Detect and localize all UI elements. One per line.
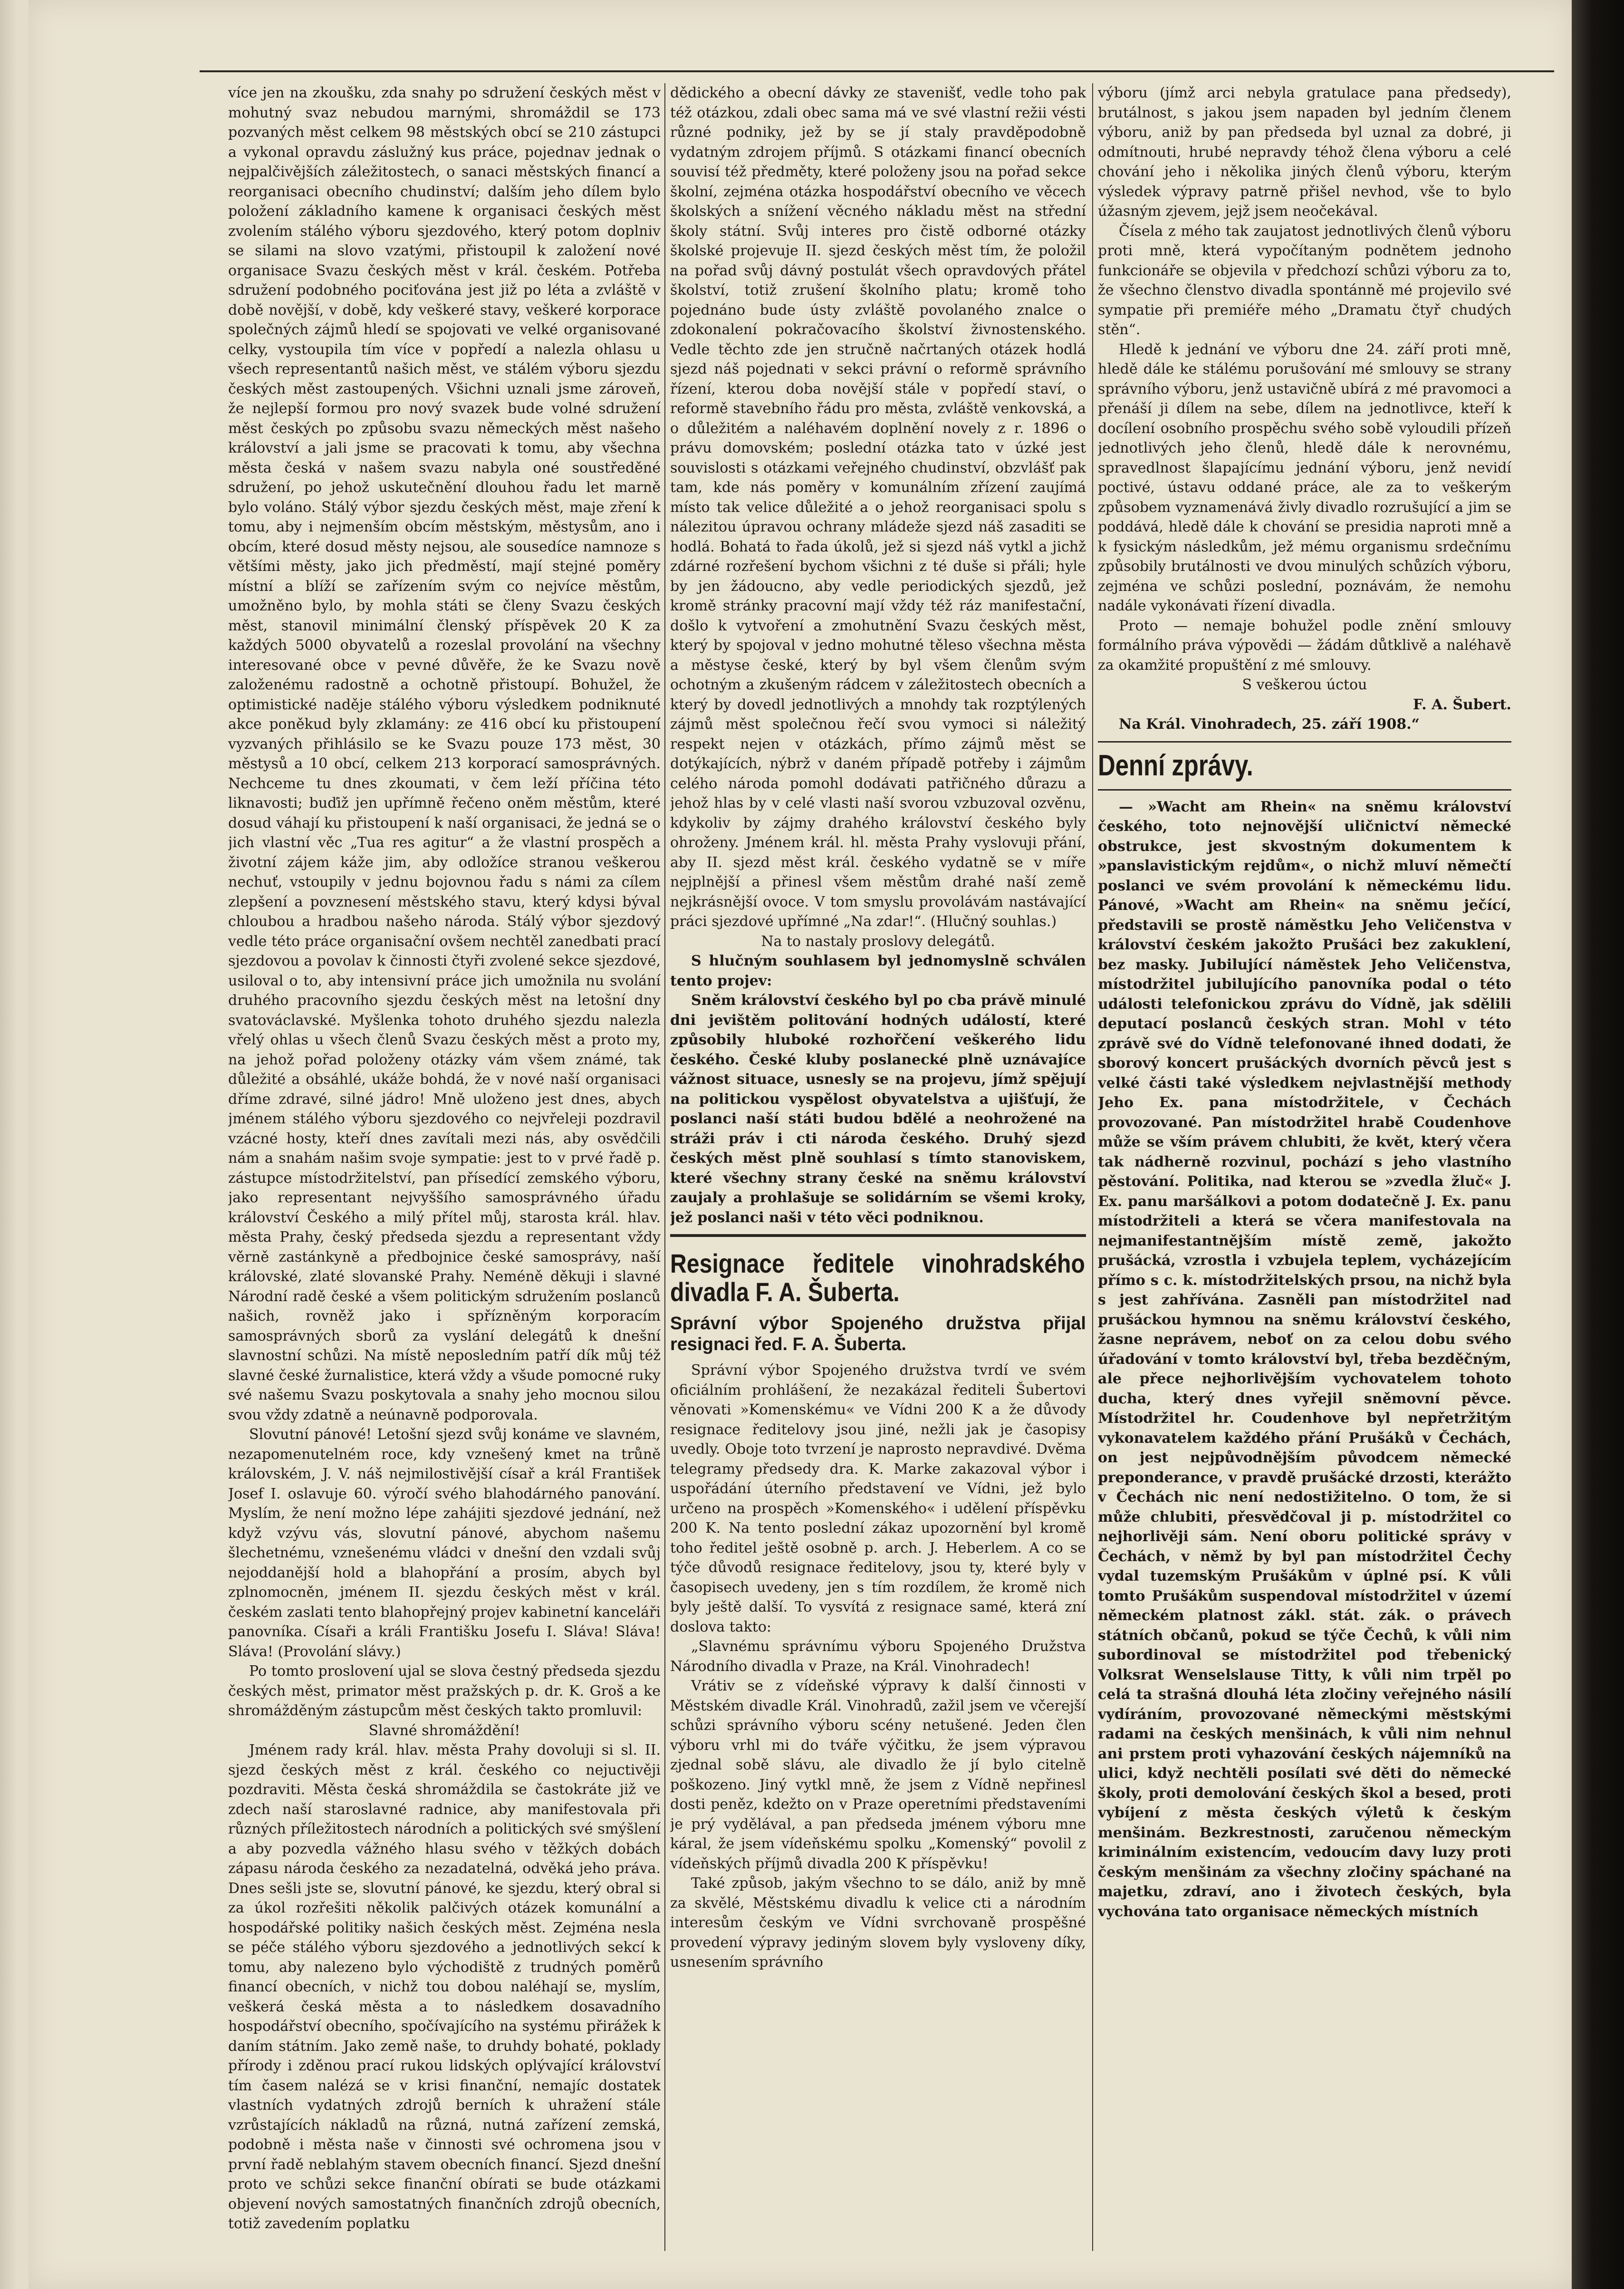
letter-paragraph: Proto — nemaje bohužel podle znění smlouvy formálního práva výpovědi — žádám důtklivě a naléhavě za okamžité propuštění z mé smlouvy.	[1098, 617, 1511, 674]
article-paragraph: dědického a obecní dávky ze stavenišť, vedle toho pak též otázkou, zdali obec sama má ve své vlastní režii vésti různé podniky, jež by se jí staly pravděpodobně vydatným zdrojem příjmů. S otázkami financí obecních souvisí též předměty, které položeny jsou na pořad sekce školní, zejména otázka hospodářství obecního ve věcech školských a snížení věcného nákladu měst na střední školy státní. Svůj interes pro čistě odborné otázky školské projevuje II. sjezd českých měst tím, že položil na pořad svůj dávný postulát všech opravdových přátel školství, totiž zrušení školního platu; kromě toho pojednáno bude ústy zvláště povolaného znalce o zdokonalení pokračovacího školství živnostenského. Vedle těchto zde jen stručně načrtaných otázek hodlá sjezd náš pojednati v sekci právní o reformě správního řízení, kterou doba novější stále v popředí staví, o reformě stavebního řádu pro města, zvláště venkovská, a o důležitém a naléhavém doplnění novely z r. 1896 o právu domovském; poslední otázka tato v úzké jest souvislosti s otázkami veřejného chudinství, obzvlášť pak tam, kde nás poměry v komunálním zřízení zaujímá místo tak velice důležité a o jehož reorganisaci spolu s nálezitou úpravou ochrany mládeže sjezd náš zasaditi se hodlá. Bohatá to řada úkolů, jež si sjezd náš vytkl a jichž zdárné rozřešení bychom všichni z té duše si přáli; hyle by jen žádoucno, aby vedle periodických sjezdů, jež kromě stránky pracovní mají vždy též ráz manifestační, došlo k vytvoření a zmohutnění Svazu českých měst, který by spojoval v jedno mohutné těleso všechna města a městyse české, který by byl všem členům svým ochotným a zkušeným rádcem v záležitostech obecních a který by dovedl jednotlivých a mnohdy tak rozptýlených zájmů měst společnou řečí svou vymoci si náležitý respekt nejen v otázkách, přímo zájmů měst se dotýkajících, nýbrž v daném případě potřeby i zájmům celého národa pomohl dodávati patřičného důrazu a jehož hlas by v celé vlasti naší svorou vzbuzoval ozvěnu, kdykoliv by zájmy drahého království českého byly ohroženy. Jménem král. hl. města Prahy vyslovuji přání, aby II. sjezd měst král. českého vydatně se v míře nejplnější a přinesl všem městům drahé naší země nejkrásnější ovoce. V tom smyslu provolávám nastávající práci sjezdové upřímné „Na zdar!“. (Hlučný souhlas.)	[670, 85, 1086, 930]
article-paragraph: více jen na zkoušku, zda snahy po sdružení českých měst v mohutný svaz nebudou marnými, shromáždil se 173 pozvaných měst celkem 98 městských obcí se 210 zástupci a vykonal opravdu záslužný kus práce, pojednav jednak o nejpalčivějších záležitostech, o sanaci městských financí a reorganisaci obecního chudinství; dalším jeho dílem bylo položení základního kamene k organisaci českých měst zvolením stálého výboru sjezdového, který potom doplniv se silami na slovo vzatými, přistoupil k založení nové organisace Svazu českých měst v král. českém. Potřeba sdružení podobného pociťována jest již po léta a zvláště v době novější, v době, kdy veškeré stavy, veškeré korporace společných zájmů hledí se spojovati ve velké organisované celky, vystoupila tím více v popředí a nalezla ohlasu u všech representantů našich měst, ve stálém výboru sjezdu českých měst zastoupených. Všichni uznali jsme zároveň, že nejlepší formou pro nový svazek bude volné sdružení měst českých po způsobu svazu německých měst našeho království a jali jsme se pracovati k tomu, aby všechna města česká v našem svazu nabyla oné soustředěné sdružení, po jehož uskutečnění dlouhou řadu let marně bylo voláno. Stálý výbor sjezdu českých měst, maje zření k tomu, aby i nejmenším obcím městským, městysům, ano i obcím, které dosud městy nejsou, ale sousedíce namnoze s většími městy, jako jich předměstí, mají stejné poměry místní a blíží se zařízením svým co nejvíce městům, umožněno bylo, by mohla státi se členy Svazu českých měst, stanovil minimální členský příspěvek 20 K za každých 5000 obyvatelů a rozeslal provolání na všechny interesované obce v pevné důvěře, že ke Svazu nově založenému radostně a ochotně přistoupí. Bohužel, že optimistické naděje stálého výboru výsledkem podniknuté akce poněkud byly zklamány: ze 416 obcí ku přistoupení vyzvaných přihlásilo se ke Svazu pouze 173 měst, 30 městysů a 10 obcí, celkem 213 korporací samosprávných. Nechceme tu dnes zkoumati, v čem leží příčina této liknavosti; buďiž jen upřímně řečeno oněm městům, které dosud váhají ku přistoupení k naší organisaci, že jedná se o jich vlastní věc „Tua res agitur“ a že vlastní prospěch a životní zájem káže jim, aby odložíce stranou veškerou nechuť, vstoupily v jednu bojovnou řadu s námi za cílem zlepšení a povznesení městského stavu, který kdysi býval chloubou a hradbou našeho národa. Stálý výbor sjezdový vedle této práce organisační ovšem nechtěl zanedbati prací sjezdovou a povolav k činnosti čtyři zvolené sekce sjezdové, usiloval o to, aby intensivní práce jich umožnila nu svolání druhého pracovního sjezdu českých měst na letošní dny svatováclavské. Myšlenka tohoto druhého sjezdu nalezla vřelý ohlas u všech členů Svazu českých měst a proto my, na jehož pořad položeny otázky vám všem známé, tak důležité a obsáhlé, ukáže bohdá, že v nové naší organisaci dříme zdravé, silné jádro! Mně uloženo jest dnes, abych jménem stálého výboru sjezdového co nejvřeleji pozdravil vzácné hosty, kteří dnes zavítali mezi nás, aby osvědčili nám a snahám našim svoje sympatie: jest to v prvé řadě p. zástupce místodržitelství, pan přísedící zemského výboru, jako representant nejvyššího samosprávného úřadu království Českého a milý přítel můj, starosta král. hlav. města Prahy, český předseda sjezdu a representant vždy věrně zastánkyně a předbojnice české samosprávy, naší královské, zlaté slovanské Prahy. Neméně děkuji i slavné Národní radě české a všem politickým sdružením poslanců našich, rovněž jako i spřízněným korporacím samosprávných sborů za vyslání delegátů k dnešní slavnostní schůzi. Na místě neposledním patří dík můj též slavné české žurnalistice, která vždy a všude pomocné ruky své našemu Svazu poskytovala a snahy jeho mocnou silou svou vždy zdatně a neúnavně podporovala.	[228, 85, 661, 1423]
article-paragraph: Jménem rady král. hlav. města Prahy dovoluji si sl. II. sjezd českých měst z král. českého co nejuctivěji pozdraviti. Města česká shromáždila se častokráte již ve zdech naší staroslavné radnice, aby manifestovala při různých příležitostech národních a politických své smýšlení a aby pozvedla vážného hlasu svého v těžkých dobách zápasu národa českého za nezadatelná, odvěká jeho práva. Dnes sešli jste se, slovutní pánové, ke sjezdu, který obral si za úkol rozřešiti několik palčivých otázek komunální a hospodářské politiky našich českých měst. Zejména nesla se péče stálého výboru sjezdového a jednotlivých sekcí k tomu, aby nalezeno bylo východiště z trudných poměrů financí obecních, v nichž tou dobou naléhají se, myslím, veškerá česká města a to následkem dosavadního hospodářství obecního, spočívajícího na systému přirážek k daním státním. Jako země naše, to druhdy bohaté, poklady přírody i zděnou prací rukou lidských oplývající království tím časem nalézá se v krisi finanční, nemajíc dostatek vlastních vydatných zdrojů berních k uhražení stále vzrůstajících nákladů na různá, nutná zařízení zemská, podobně i města naše v činnosti své ochromena jsou v první řadě neblahým stavem obecních financí. Sjezd dnešní proto ve schůzi sekce finanční obírati se bude otázkami objevení nových samostatných finančních zdrojů obecních, totiž zavedením poplatku	[228, 1742, 661, 2232]
news-item: — »Wacht am Rhein« na sněmu království českého, toto nejnovější uličnictví německé obstrukce, jest skvostným dokumentem k »panslavistickým rejdům«, o nichž mluví němečtí poslanci ve svém provolání k německému lidu. Pánové, »Wacht am Rhein« na sněmu ječící, představili se prostě náměstku Jeho Veličenstva v království českém jakožto Prušáci bez zakuklení, bez masky. Jubilující náměstek Jeho Veličenstva, místodržitel jubilujícího panovníka podal o této události telefonickou zprávu do Vídně, jak sdělili deputací poslanců českých stran. Mohl v této zprávě své do Vídně telefonované ihned dodati, že sborový koncert prušáckých dvorních pěvců jest s velké části také výsledkem nejvlastnější methody Jeho Ex. pana místodržitele, v Čechách provozované. Pan místodržitel hrabě Coudenhove může se vším právem chlubiti, že květ, který včera tak nádherně rozvinul, pochází s jeho vlastního pěstování. Politika, nad kterou se »zvedla žluč« J. Ex. panu maršálkovi a potom dodatečně J. Ex. panu místodržiteli a která se včera manifestovala na nejmanifestantnějším místě země, jakožto prušácká, vzrostla i vzbujela teplem, vycházejícím přímo s c. k. místodržitelských prsou, na nichž byla s jest zahřívána. Zasněli pan místodržitel nad prušáckou hymnou na sněmu království českého, žasne neprávem, neboť on za celou dobu svého úřadování v tomto království byl, třeba bezděčným, ale přece nejhorlivějším vychovatelem tohoto ducha, který dnes vyřejil sněmovní pěvce. Místodržitel hr. Coudenhove byl nepřetržitým vykonavatelem každého přání Prušáků v Čechách, on jest nejpůvodnějším původcem německé preponderance, v pravdě prušácké drzosti, kterážto v Čechách nic není nedostižitelno. O tom, že si může chlubiti, přesvědčoval ji p. místodržitel co nejhorlivěji sám. Není oboru politické správy v Čechách, v němž by byl pan místodržitel Čechy vydal tuzemským Prušákům v úplné psí. K vůli tomto Prušákům suspendoval místodržitel v území německém platnost zákl. stát. zák. o právech státních občanů, pokud se týče Čechů, k vůli nim subordinoval se místodržitel pod třebenický Volksrat Wenselslause Titty, k vůli nim trpěl po celá ta strašná dlouhá léta zločiny veřejného násilí vydíráním, provozované německými městskými radami na českých menšinách, k vůli nim nehnul ani prstem proti vyhazování českých nájemníků na ulici, když nechtěli posílati své děti do německé školy, proti demolování českých škol a besed, proti vybíjení z města českých výletů k českým menšinám. Bezkrestnosti, zaručenou německým kriminálním existencím, vedoucím davy luzy proti českým menšinám za všechny zločiny spáchané na majetku, zdraví, ano i životech českých, byla vychována tato organisace německých místních	[1098, 798, 1511, 1920]
letter-dateline: Na Král. Vinohradech, 25. září 1908.“	[1119, 716, 1420, 733]
top-rule	[200, 70, 1554, 72]
article-headline: Resignace ředitele vinohradského divadla F. A. Šuberta.	[670, 1248, 1085, 1307]
section-heading-daily-news: Denní zprávy.	[1098, 749, 1253, 782]
section-rule	[1098, 741, 1511, 743]
letter-address: „Slavnému správnímu výboru Spojeného Družstva Národního divadla v Praze, na Král. Vinohradech!	[670, 1638, 1086, 1675]
letter-paragraph: Vrátiv se z vídeňské výpravy k další činnosti v Městském divadle Král. Vinohradů, zažil jsem ve včerejší schůzi správního výboru scény netušené. Jeden člen výboru vrhl mi do tváře výčitku, že jsem výpravou zjednal sobě slávu, ale divadlo že jí bylo citelně poškozeno. Jiný vytkl mně, že jsem z Vídně nepřinesl dosti peněz, kdežto on v Praze operetními představeními je prý vydělával, a pan předseda jménem výboru mne káral, že jsem vídeňskému spolku „Komenský“ povolil z vídeňských příjmů divadla 200 K příspěvku!	[670, 1678, 1086, 1872]
article-paragraph: Na to nastaly proslovy delegátů.	[761, 933, 995, 950]
resolution-text: Sněm království českého byl po cba právě minulé dni jevištěm politování hodných událostí, které způsobily hluboké rozhořčení veškerého lidu českého. České kluby poslanecké plně uznávajíce vážnost situace, usnesly se na projevu, jímž spějují na politickou vyspělost obyvatelstva a ujišťují, že poslanci naší státi budou bdělé a neohrožené na stráži práv i cti národa českého. Druhý sjezd českých měst plně souhlasí s tímto stanoviskem, které všechny strany české na sněmu království zaujaly a prohlašuje se solidárním se všemi kroky, jež poslanci naši v této věci podniknou.	[670, 992, 1086, 1226]
article-subhead: Správní výbor Spojeného družstva přijal resignaci řed. F. A. Šuberta.	[670, 1314, 1086, 1354]
scan-binding-edge	[1572, 0, 1624, 2289]
scan-margin-left	[0, 0, 17, 2289]
letter-paragraph: Čísela z mého tak zaujatost jednotlivých členů výboru proti mně, která vypočítaným podnětem jednoho funkcionáře se objevila v předchozí schůzi výboru za to, že všechno členstvo divadla spontánně mé projevilo své sympatie při premiéře mého „Dramatu čtyř chudých stěn“.	[1098, 222, 1511, 338]
article-paragraph: Správní výbor Spojeného družstva tvrdí ve svém oficiálním prohlášení, že nezakázal řediteli Šubertovi věnovati »Komenskému« ve Vídni 200 K a že důvody resignace ředitelovy jsou jiné, nežli jak je časopisy uvedly. Oboje toto tvrzení je naprosto nepravdivé. Dvěma telegramy předsedy dra. K. Marke zakazoval výbor i uspořádání úterního představení ve Vídni, jež bylo určeno na prospěch »Komenského« i udělení příspěvku 200 K. Na tento poslední zákaz upozornění byl kromě toho ředitel ještě osobně p. arch. J. Heberlem. A co se týče důvodů resignace ředitelovy, jsou ty, které byly v časopisech uvedeny, jen s tím rozdílem, že kromě nich byly ještě další. To vysvítá z resignace samé, která zní doslova takto:	[670, 1362, 1086, 1635]
newspaper-page	[29, 0, 1573, 2289]
column-1	[228, 83, 661, 2260]
letter-closing: S veškerou úctou	[1242, 676, 1367, 693]
article-paragraph: Po tomto proslovení ujal se slova čestný předseda sjezdu českých měst, primator měst pražských p. dr. K. Groš a ke shromážděným zástupcům měst českých takto promluvil:	[228, 1663, 661, 1719]
section-rule	[1098, 789, 1511, 791]
section-rule	[670, 1234, 1086, 1237]
column-divider	[1092, 83, 1093, 2251]
article-paragraph: Slovutní pánové! Letošní sjezd svůj konáme ve slavném, nezapomenutelném roce, kdy vznešený kmet na trůně královském, J. V. náš nejmilostivější císař a král František Josef I. oslavuje 60. výročí svého blahodárného panování. Myslím, že není možno lépe zahájiti sjezdové jednání, než když vzývu vás, slovutní pánové, abychom našemu šlechetnému, vznešenému vládci v dnešní den vzdali svůj nejoddanější hold a blahopřání a prosím, abych byl zplnomocněn, jménem II. sjezdu českých měst v král. českém zaslati tento blahopřejný projev kabinetní kanceláři panovníka. Císaři a králi Františku Josefu I. Sláva! Sláva! Sláva! (Provolání slávy.)	[228, 1426, 661, 1660]
article-paragraph: S hlučným souhlasem byl jednomyslně schválen tento projev:	[670, 953, 1086, 989]
column-2	[670, 83, 1086, 2260]
letter-paragraph: Hledě k jednání ve výboru dne 24. září proti mně, hledě dále ke stálému porušování mé smlouvy se strany správního výboru, jenž ustavičně ubírá z mé pravomoci a přenáší ji dílem na sebe, dílem na jednotlivce, kteří k docílení osobního prospěchu svého sobě vyloudili přízeň jednotlivých jeho členů, hledě dále k nerovnému, spravedlnost šlapajícímu jednání výboru, jenž nevidí poctivé, ústavu oddané práce, ale za to veškerým způsobem vyznamenává živly divadlo rozrušující a jim se poddává, hledě dále k chování se presidia naproti mně a k fysickým následkům, jež mému organismu srdečnímu způsobily brutálnosti ve dvou minulých schůzích výboru, zejména ve schůzi poslední, poznávám, že nemohu nadále vykonávati řízení divadla.	[1098, 341, 1511, 614]
salutation: Slavné shromáždění!	[368, 1722, 520, 1739]
letter-signature: F. A. Šubert.	[1413, 696, 1511, 713]
letter-paragraph: Také způsob, jakým všechno to se dálo, aniž by mně za skvělé, Městskému divadlu k velice cti a národním interesům českým ve Vídni svrchovaně prospěšné provedení výpravy jediným slovem byly vysloveny díky, usnesením správního	[670, 1875, 1086, 1970]
column-3	[1098, 83, 1511, 2260]
column-divider	[664, 83, 665, 2251]
letter-paragraph: výboru (jímž arci nebyla gratulace pana předsedy), brutálnost, s jakou jsem napaden byl jedním členem výboru, aniž by pan předseda byl uznal za dobré, ji odmítnouti, hrubé nepravdy téhož člena výboru a celé chování jeho i několika jiných členů výboru, kterým výsledek výpravy patrně přišel nevhod, vše to bylo úžasným zjevem, jejž jsem neočekával.	[1098, 85, 1511, 220]
